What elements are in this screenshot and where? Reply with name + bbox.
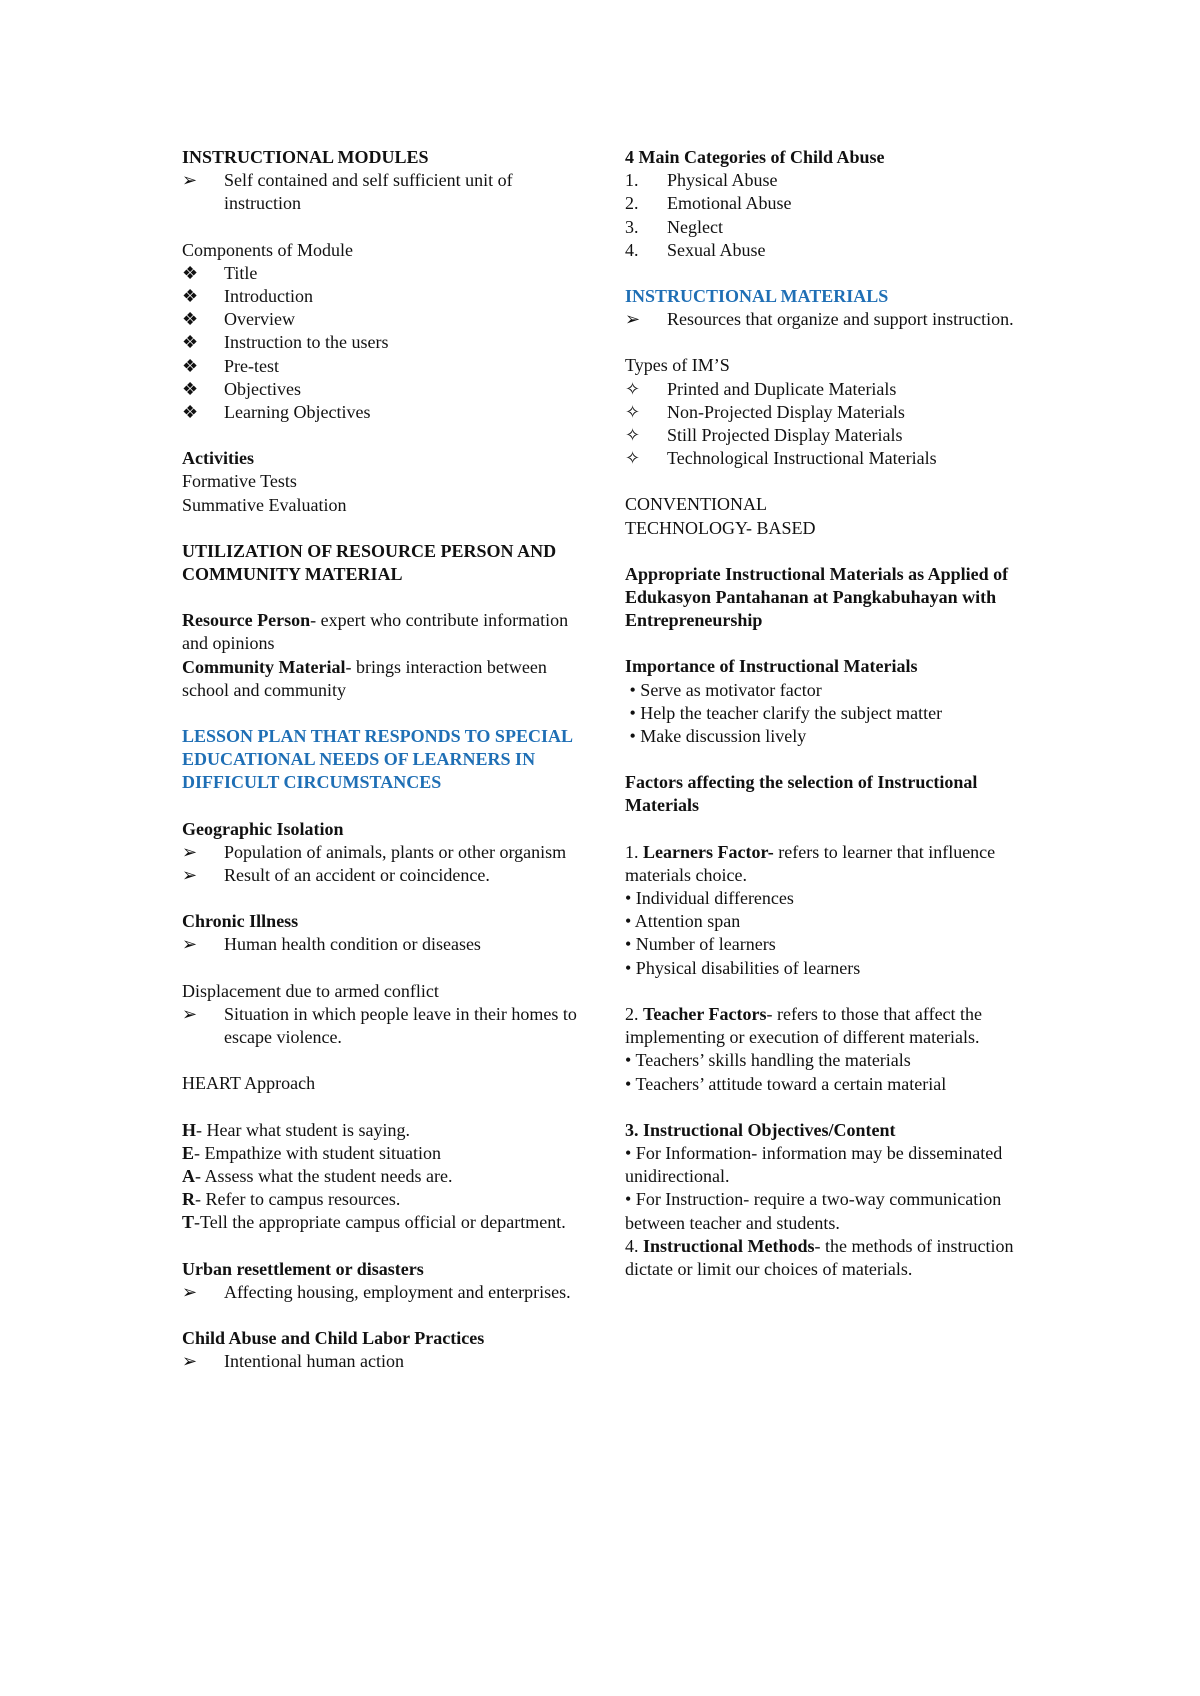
diamond-bullet-icon: ❖	[182, 262, 199, 283]
list-item: ➢ Situation in which people leave in their homes to escape violence.	[182, 1003, 577, 1048]
list-item: ❖ Introduction	[182, 285, 582, 308]
arrow-bullet-icon: ➢	[182, 841, 198, 862]
list-item: • Teachers’ skills handling the materials	[625, 1050, 911, 1071]
list-item: 3. Neglect	[625, 216, 723, 237]
star-bullet-icon: ✧	[625, 378, 641, 399]
left-column	[182, 146, 582, 1373]
list-item: ➢ Population of animals, plants or other organism	[182, 841, 582, 864]
arrow-bullet-icon: ➢	[182, 1351, 198, 1372]
child-abuse-heading: Child Abuse and Child Labor Practices	[182, 1327, 485, 1348]
list-item: • Teachers’ attitude toward a certain material	[625, 1073, 947, 1094]
diamond-bullet-icon: ❖	[182, 332, 199, 353]
list-item: 1. Physical Abuse	[625, 170, 778, 191]
list-item: ✧ Technological Instructional Materials	[625, 447, 1045, 470]
list-item: ❖ Title	[182, 262, 582, 285]
heart-item: R- Refer to campus resources.	[182, 1189, 401, 1210]
list-item: Summative Evaluation	[182, 494, 347, 515]
types-heading: Types of IM’S	[625, 355, 730, 376]
list-item: ❖ Instruction to the users	[182, 331, 582, 354]
list-item: • Number of learners	[625, 934, 776, 955]
displacement-heading: Displacement due to armed conflict	[182, 980, 439, 1001]
star-bullet-icon: ✧	[625, 401, 641, 422]
arrow-bullet-icon: ➢	[182, 1281, 198, 1302]
list-item: ➢ Human health condition or diseases	[182, 933, 582, 956]
arrow-bullet-icon: ➢	[182, 934, 198, 955]
learners-factor: 1. Learners Factor- refers to learner that influence materials choice.	[625, 841, 996, 885]
technology-based-label: TECHNOLOGY- BASED	[625, 517, 816, 538]
urban-resettlement-heading: Urban resettlement or disasters	[182, 1258, 424, 1279]
list-item: • Help the teacher clarify the subject matter	[625, 702, 943, 723]
section-title-instructional-materials: INSTRUCTIONAL MATERIALS	[625, 286, 889, 307]
list-item: ➢ Self contained and self sufficient unit of instruction	[182, 170, 513, 214]
heart-item: A- Assess what the student needs are.	[182, 1165, 453, 1186]
instructional-methods: 4. Instructional Methods- the methods of instruction dictate or limit our choices of materials.	[625, 1235, 1014, 1279]
list-item: ✧ Printed and Duplicate Materials	[625, 378, 1045, 401]
list-item: ✧ Non-Projected Display Materials	[625, 401, 1045, 424]
child-abuse-categories-heading: 4 Main Categories of Child Abuse	[625, 147, 885, 167]
list-item: • For Instruction- require a two-way communication between teacher and students.	[625, 1189, 1002, 1233]
list-item: ➢ Result of an accident or coincidence.	[182, 864, 582, 887]
diamond-bullet-icon: ❖	[182, 355, 199, 376]
list-item: • For Information- information may be disseminated unidirectional.	[625, 1142, 1003, 1187]
star-bullet-icon: ✧	[625, 448, 641, 469]
list-item: ❖ Overview	[182, 308, 582, 331]
list-item: 4. Sexual Abuse	[625, 239, 766, 260]
list-item: • Serve as motivator factor	[625, 679, 822, 700]
list-item: • Attention span	[625, 911, 741, 932]
right-column	[625, 146, 1045, 1281]
teacher-factors: 2. Teacher Factors- refers to those that affect the implementing or execution of different materials.	[625, 1003, 983, 1048]
list-item: • Make discussion lively	[625, 726, 807, 747]
diamond-bullet-icon: ❖	[182, 402, 199, 423]
star-bullet-icon: ✧	[625, 425, 641, 446]
arrow-bullet-icon: ➢	[182, 170, 198, 191]
list-item: Formative Tests	[182, 471, 297, 492]
list-item: • Individual differences	[625, 888, 794, 909]
list-item: ❖ Learning Objectives	[182, 401, 582, 424]
geographic-isolation-heading: Geographic Isolation	[182, 818, 344, 839]
diamond-bullet-icon: ❖	[182, 309, 199, 330]
list-item: ➢ Intentional human action	[182, 1350, 582, 1373]
list-item: ➢ Resources that organize and support instruction.	[625, 308, 1045, 331]
list-item: ❖ Pre-test	[182, 355, 582, 378]
chronic-illness-heading: Chronic Illness	[182, 911, 299, 932]
conventional-label: CONVENTIONAL	[625, 494, 767, 515]
importance-heading: Importance of Instructional Materials	[625, 656, 918, 677]
arrow-bullet-icon: ➢	[625, 309, 641, 330]
instructional-objectives-heading: 3. Instructional Objectives/Content	[625, 1119, 896, 1140]
community-material-definition: Community Material- brings interaction between school and community	[182, 656, 547, 700]
arrow-bullet-icon: ➢	[182, 865, 198, 886]
list-item: 2. Emotional Abuse	[625, 193, 792, 214]
factors-heading: Factors affecting the selection of Instructional Materials	[625, 772, 978, 816]
components-heading: Components of Module	[182, 239, 353, 260]
diamond-bullet-icon: ❖	[182, 378, 199, 399]
list-item: ➢ Affecting housing, employment and enterprises.	[182, 1281, 582, 1304]
list-item: ✧ Still Projected Display Materials	[625, 424, 1045, 447]
section-title-utilization: UTILIZATION OF RESOURCE PERSON AND COMMUNITY MATERIAL	[182, 540, 557, 585]
resource-person-definition: Resource Person- expert who contribute information and opinions	[182, 610, 569, 654]
section-title-instructional-modules: INSTRUCTIONAL MODULES	[182, 147, 429, 167]
heart-approach-heading: HEART Approach	[182, 1073, 316, 1094]
section-title-lesson-plan: LESSON PLAN THAT RESPONDS TO SPECIAL EDUCATIONAL NEEDS OF LEARNERS IN DIFFICULT CIRCUMSTANCES	[182, 726, 572, 793]
list-item: ❖ Objectives	[182, 378, 582, 401]
heart-item: T-Tell the appropriate campus official or department.	[182, 1212, 566, 1233]
appropriate-materials-heading: Appropriate Instructional Materials as Applied of Edukasyon Pantahanan at Pangkabuhayan with Entrepreneurship	[625, 563, 1009, 631]
heart-item: H- Hear what student is saying.	[182, 1119, 410, 1140]
activities-heading: Activities	[182, 448, 254, 469]
list-item: • Physical disabilities of learners	[625, 957, 861, 978]
diamond-bullet-icon: ❖	[182, 286, 199, 307]
arrow-bullet-icon: ➢	[182, 1003, 198, 1024]
heart-item: E- Empathize with student situation	[182, 1142, 441, 1163]
